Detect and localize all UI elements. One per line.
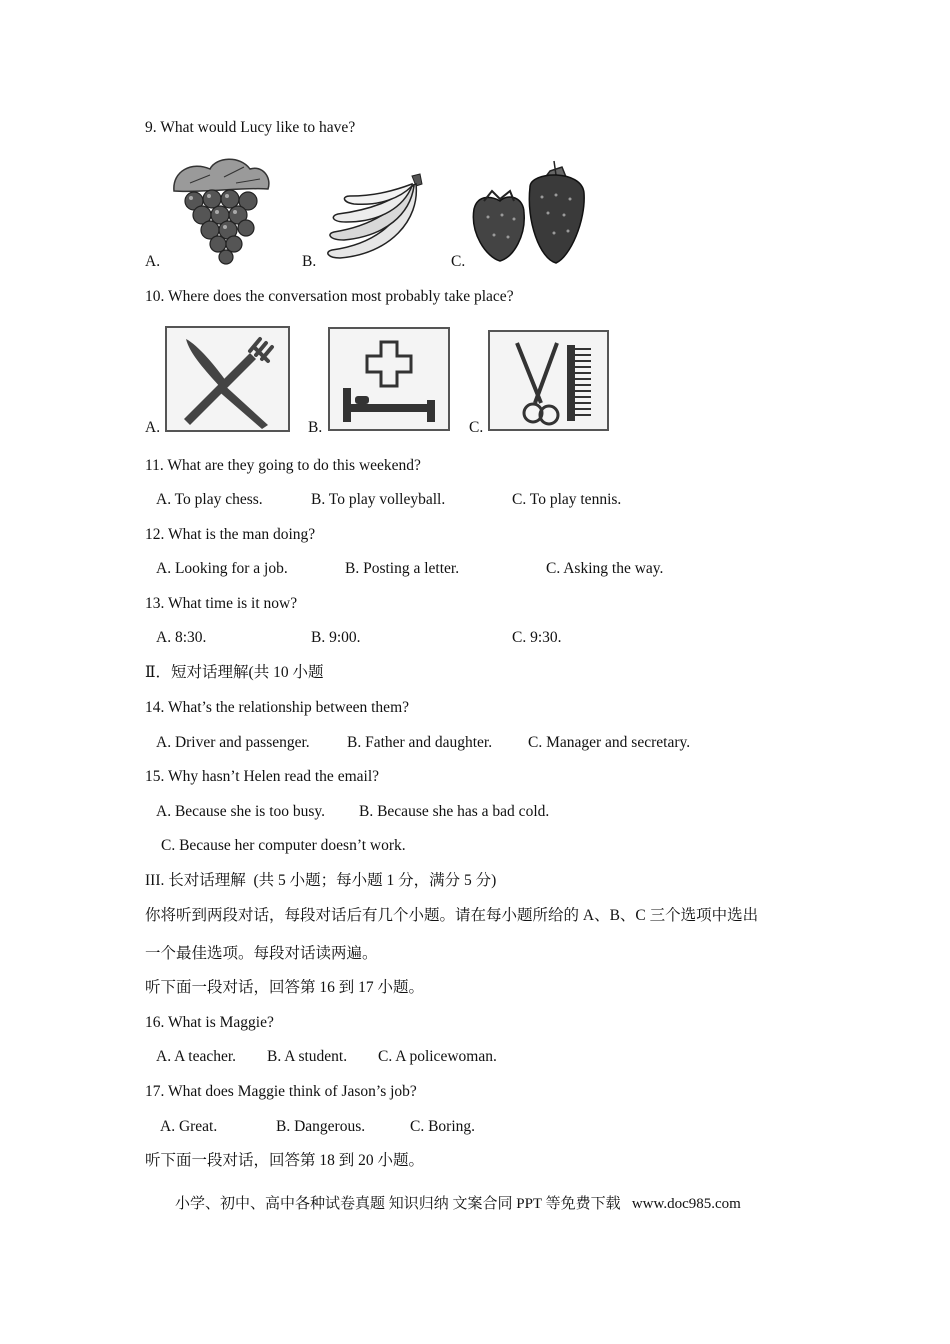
knife-fork-restaurant-icon (164, 325, 291, 433)
question-10: 10. Where does the conversation most probably take place? (145, 288, 514, 305)
q9-option-a-letter: A. (145, 253, 161, 270)
section-2-heading: Ⅱ．短对话理解(共 10 小题 (145, 664, 324, 681)
q16-option-c: C. A policewoman. (378, 1048, 497, 1065)
q12-option-c: C. Asking the way. (546, 560, 664, 577)
strawberries-icon (470, 157, 590, 267)
q11-option-a: A. To play chess. (156, 491, 263, 508)
q13-option-b: B. 9:00. (311, 629, 361, 646)
q12-option-a: A. Looking for a job. (156, 560, 288, 577)
question-12: 12. What is the man doing? (145, 526, 316, 543)
page-footer: 小学、初中、高中各种试卷真题 知识归纳 文案合同 PPT 等免费下载 www.doc985.com (175, 1196, 741, 1212)
q9-option-c-letter: C. (451, 253, 466, 270)
scissors-comb-barber-icon (487, 329, 610, 432)
question-13: 13. What time is it now? (145, 595, 298, 612)
dialogue-2-intro: 听下面一段对话，回答第 18 到 20 小题。 (145, 1152, 425, 1169)
grapes-icon (164, 153, 274, 267)
q10-option-c-letter: C. (469, 419, 484, 436)
q11-option-b: B. To play volleyball. (311, 491, 446, 508)
section-3-instruction-line1: 你将听到两段对话，每段对话后有几个小题。请在每小题所给的 A、B、C 三个选项中选出 (145, 907, 759, 924)
q17-option-a: A. Great. (160, 1118, 218, 1135)
q15-option-a: A. Because she is too busy. (156, 803, 326, 820)
question-9: 9. What would Lucy like to have? (145, 119, 356, 136)
q16-option-a: A. A teacher. (156, 1048, 237, 1065)
q9-option-b-letter: B. (302, 253, 317, 270)
question-15: 15. Why hasn’t Helen read the email? (145, 768, 379, 785)
q14-option-a: A. Driver and passenger. (156, 734, 310, 751)
section-3-heading: III. 长对话理解 (共 5 小题；每小题 1 分，满分 5 分) (145, 872, 497, 889)
q14-option-c: C. Manager and secretary. (528, 734, 691, 751)
q17-option-c: C. Boring. (410, 1118, 476, 1135)
q10-option-a-letter: A. (145, 419, 161, 436)
q12-option-b: B. Posting a letter. (345, 560, 460, 577)
bananas-icon (320, 170, 432, 266)
q14-option-b: B. Father and daughter. (347, 734, 493, 751)
hospital-bed-icon (327, 326, 451, 432)
question-17: 17. What does Maggie think of Jason’s job? (145, 1083, 417, 1100)
q13-option-c: C. 9:30. (512, 629, 562, 646)
q11-option-c: C. To play tennis. (512, 491, 622, 508)
question-11: 11. What are they going to do this weekend? (145, 457, 421, 474)
section-3-instruction-line2: 一个最佳选项。每段对话读两遍。 (145, 945, 378, 962)
question-16: 16. What is Maggie? (145, 1014, 274, 1031)
q13-option-a: A. 8:30. (156, 629, 207, 646)
q15-option-c: C. Because her computer doesn’t work. (161, 837, 406, 854)
dialogue-1-intro: 听下面一段对话，回答第 16 到 17 小题。 (145, 979, 425, 996)
q16-option-b: B. A student. (267, 1048, 348, 1065)
question-14: 14. What’s the relationship between them? (145, 699, 409, 716)
q15-option-b: B. Because she has a bad cold. (359, 803, 550, 820)
q10-option-b-letter: B. (308, 419, 323, 436)
q17-option-b: B. Dangerous. (276, 1118, 366, 1135)
